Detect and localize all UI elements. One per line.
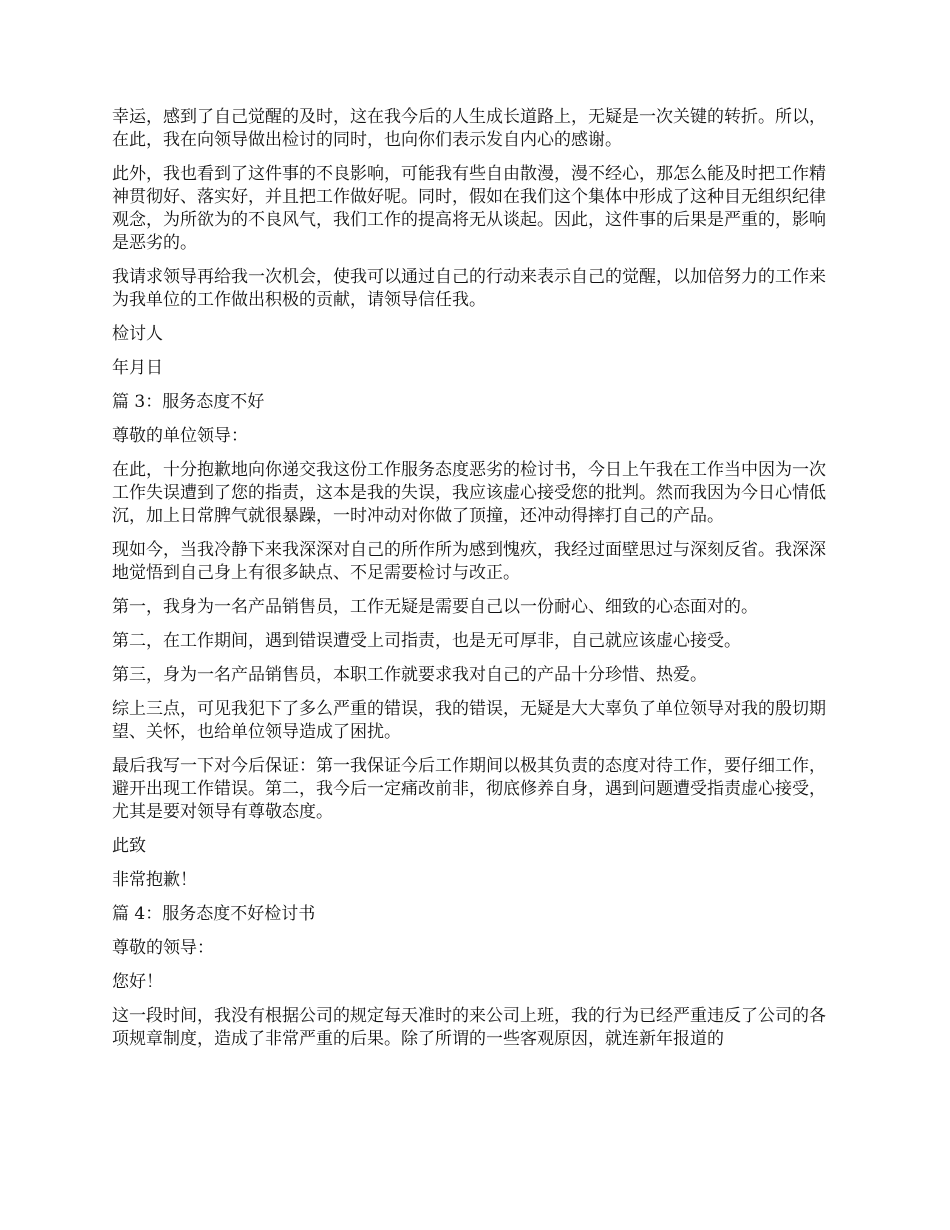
paragraph-reflection: 现如今，当我冷静下来我深深对自己的所作所为感到愧疚，我经过面壁思过与深刻反省。我深深地觉悟到自己身上有很多缺点、不足需要检讨与改正。	[112, 540, 826, 583]
document-body	[112, 106, 840, 1062]
signature-label: 检讨人	[112, 324, 163, 344]
section-heading-3: 篇 3：服务态度不好	[112, 392, 265, 412]
salutation-2: 尊敬的领导：	[112, 938, 214, 958]
paragraph-consequences: 此外，我也看到了这件事的不良影响，可能我有些自由散漫，漫不经心，那怎么能及时把工作精神贯彻好、落实好，并且把工作做好呢。同时，假如在我们这个集体中形成了这种目无组织纪律观念，为所欲为的不良风气，我们工作的提高将无从谈起。因此，这件事的后果是严重的，影响是恶劣的。	[112, 164, 826, 253]
section-heading-4: 篇 4：服务态度不好检讨书	[112, 904, 316, 924]
point-third: 第三，身为一名产品销售员，本职工作就要求我对自己的产品十分珍惜、热爱。	[112, 665, 707, 685]
closing-apology: 非常抱歉！	[112, 870, 197, 890]
point-first: 第一，我身为一名产品销售员，工作无疑是需要自己以一份耐心、细致的心态面对的。	[112, 597, 758, 617]
paragraph-request: 我请求领导再给我一次机会，使我可以通过自己的行动来表示自己的觉醒，以加倍努力的工作来为我单位的工作做出积极的贡献，请领导信任我。	[112, 267, 826, 310]
date-label: 年月日	[112, 358, 163, 378]
paragraph-promise: 最后我写一下对今后保证：第一我保证今后工作期间以极其负责的态度对待工作，要仔细工作，避开出现工作错误。第二，我今后一定痛改前非，彻底修养自身，遇到问题遭受指责虚心接受，尤其是要对领导有尊敬态度。	[112, 756, 826, 822]
point-second: 第二，在工作期间，遇到错误遭受上司指责，也是无可厚非，自己就应该虚心接受。	[112, 631, 741, 651]
closing: 此致	[112, 836, 146, 856]
greeting: 您好！	[112, 972, 163, 992]
salutation: 尊敬的单位领导：	[112, 426, 248, 446]
paragraph-apology: 在此，十分抱歉地向你递交我这份工作服务态度恶劣的检讨书，今日上午我在工作当中因为一次工作失误遭到了您的指责，这本是我的失误，我应该虚心接受您的批判。然而我因为今日心情低沉，加上日常脾气就很暴躁，一时冲动对你做了顶撞，还冲动得摔打自己的产品。	[112, 460, 826, 526]
paragraph-gratitude: 幸运，感到了自己觉醒的及时，这在我今后的人生成长道路上，无疑是一次关键的转折。所以，在此，我在向领导做出检讨的同时，也向你们表示发自内心的感谢。	[112, 107, 826, 150]
paragraph-summary: 综上三点，可见我犯下了多么严重的错误，我的错误，无疑是大大辜负了单位领导对我的殷切期望、关怀，也给单位领导造成了困扰。	[112, 699, 826, 742]
paragraph-attendance: 这一段时间，我没有根据公司的规定每天准时的来公司上班，我的行为已经严重违反了公司的各项规章制度，造成了非常严重的后果。除了所谓的一些客观原因，就连新年报道的	[112, 1006, 826, 1049]
